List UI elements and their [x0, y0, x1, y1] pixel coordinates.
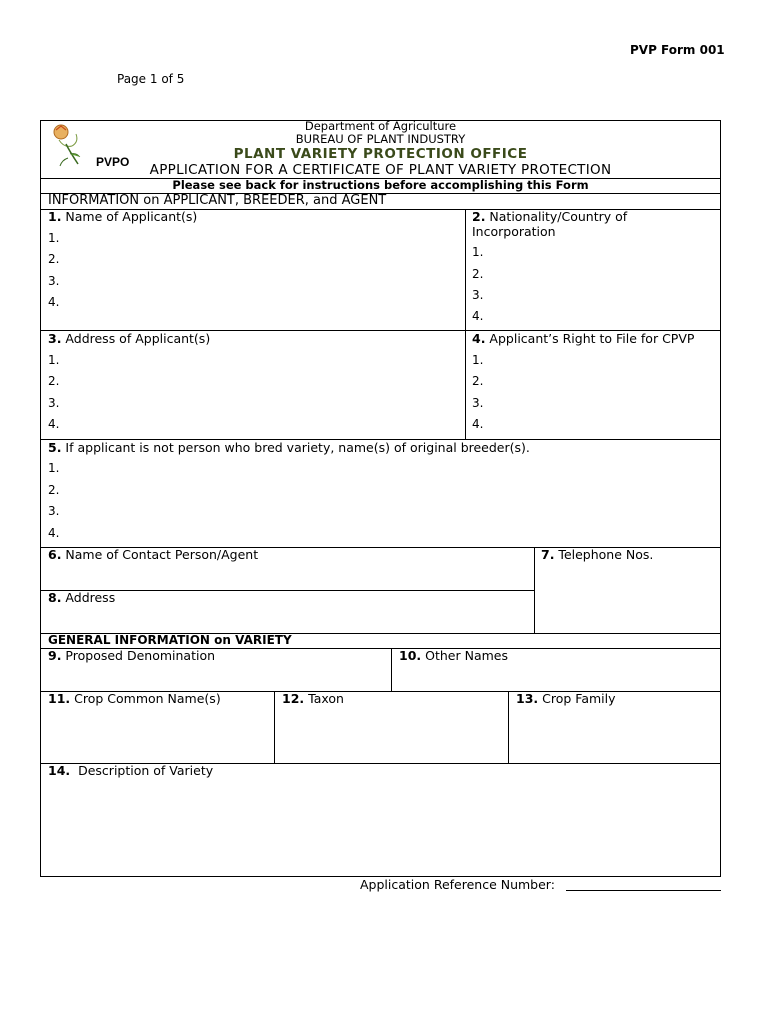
- field-4-line[interactable]: 3.: [472, 396, 484, 410]
- field-3-line[interactable]: 3.: [48, 396, 60, 410]
- field-1-line[interactable]: 2.: [48, 252, 60, 266]
- logo-text: PVPO: [96, 155, 130, 169]
- page-number: Page 1 of 5: [117, 72, 185, 86]
- office-name: PLANT VARIETY PROTECTION OFFICE: [233, 146, 528, 162]
- instructions: Please see back for instructions before accomplishing this Form: [172, 178, 589, 192]
- field-13-label[interactable]: 13. Crop Family: [516, 691, 616, 706]
- field-4-line[interactable]: 4.: [472, 417, 484, 431]
- field-1-line[interactable]: 3.: [48, 274, 60, 288]
- form-number: PVP Form 001: [630, 43, 725, 57]
- field-1-line[interactable]: 1.: [48, 231, 60, 245]
- field-5-label: 5. If applicant is not person who bred variety, name(s) of original breeder(s).: [48, 440, 530, 455]
- field-4-line[interactable]: 2.: [472, 374, 484, 388]
- field-5-line[interactable]: 1.: [48, 461, 60, 475]
- field-5-line[interactable]: 4.: [48, 526, 60, 540]
- field-2-line[interactable]: 3.: [472, 288, 484, 302]
- field-3-label: 3. Address of Applicant(s): [48, 331, 211, 346]
- field-10-label[interactable]: 10. Other Names: [399, 648, 508, 663]
- reference-number-label: Application Reference Number:: [360, 877, 555, 892]
- field-7-label[interactable]: 7. Telephone Nos.: [541, 547, 654, 562]
- field-4-label: 4. Applicant’s Right to File for CPVP: [472, 331, 695, 346]
- section-variety-heading: GENERAL INFORMATION on VARIETY: [48, 633, 292, 647]
- field-3-line[interactable]: 1.: [48, 353, 60, 367]
- column-divider: [274, 691, 275, 763]
- field-4-line[interactable]: 1.: [472, 353, 484, 367]
- field-6-label[interactable]: 6. Name of Contact Person/Agent: [48, 547, 259, 562]
- bureau-name: BUREAU OF PLANT INDUSTRY: [295, 132, 466, 146]
- field-12-label[interactable]: 12. Taxon: [282, 691, 344, 706]
- section-applicant-heading: INFORMATION on APPLICANT, BREEDER, and AGENT: [48, 193, 387, 208]
- field-11-label[interactable]: 11. Crop Common Name(s): [48, 691, 221, 706]
- field-8-label[interactable]: 8. Address: [48, 590, 116, 605]
- field-2-line[interactable]: 4.: [472, 309, 484, 323]
- reference-number-field[interactable]: [566, 890, 721, 891]
- field-3-line[interactable]: 4.: [48, 417, 60, 431]
- department-name: Department of Agriculture: [304, 119, 457, 133]
- field-5-line[interactable]: 3.: [48, 504, 60, 518]
- field-14-label[interactable]: 14. Description of Variety: [48, 763, 214, 778]
- column-divider: [508, 691, 509, 763]
- column-divider: [465, 209, 466, 439]
- field-3-line[interactable]: 2.: [48, 374, 60, 388]
- field-2-line[interactable]: 1.: [472, 245, 484, 259]
- form-title: APPLICATION FOR A CERTIFICATE OF PLANT VARIETY PROTECTION: [149, 162, 612, 178]
- field-1-line[interactable]: 4.: [48, 295, 60, 309]
- field-9-label[interactable]: 9. Proposed Denomination: [48, 648, 216, 663]
- field-5-line[interactable]: 2.: [48, 483, 60, 497]
- field-2-line[interactable]: 2.: [472, 267, 484, 281]
- field-2-label: 2. Nationality/Country of Incorporation: [472, 209, 628, 239]
- field-1-label: 1. Name of Applicant(s): [48, 209, 198, 224]
- column-divider: [391, 648, 392, 691]
- column-divider: [534, 547, 535, 633]
